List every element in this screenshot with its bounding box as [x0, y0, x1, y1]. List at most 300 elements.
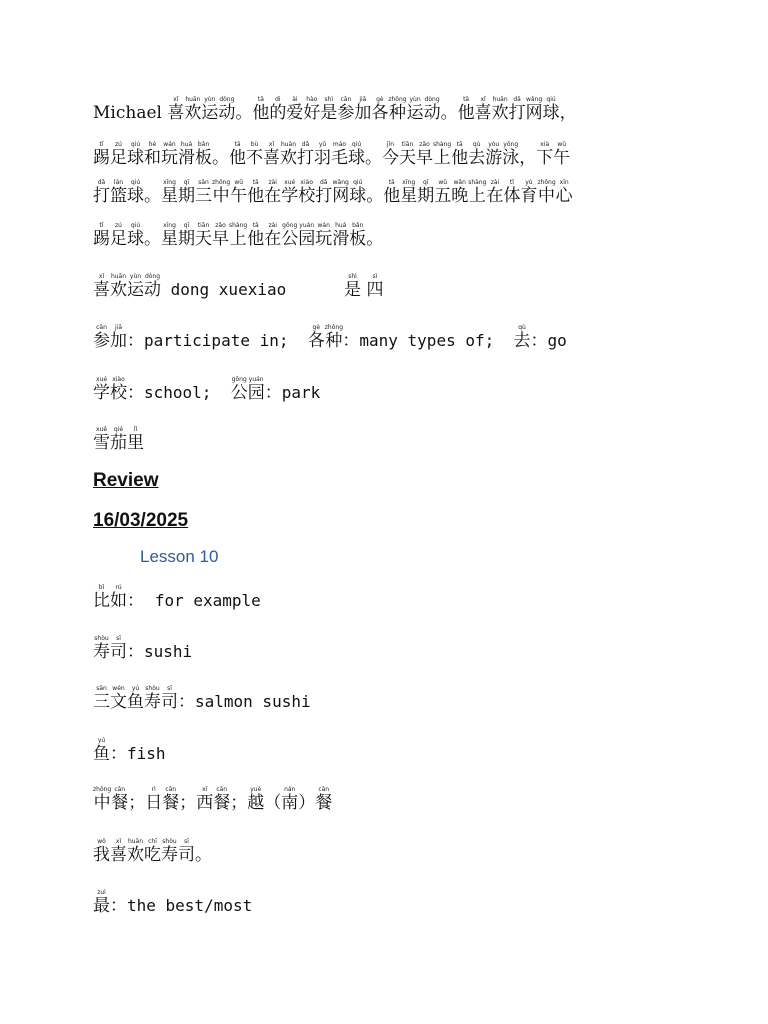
hanzi: 喜: [474, 103, 492, 123]
text-run: 。: [144, 229, 161, 249]
annotated-char: [161, 222, 178, 249]
annotated-char: [247, 786, 265, 813]
annotated-char: [111, 786, 129, 813]
hanzi: 司: [161, 692, 178, 712]
annotated-char: [93, 141, 110, 168]
annotated-char: [324, 324, 343, 351]
annotated-char: [555, 179, 573, 206]
review-heading: Review: [93, 470, 159, 491]
annotated-char: [434, 179, 452, 206]
annotated-char: [303, 96, 321, 123]
pinyin-label: bǎn: [349, 222, 367, 229]
hanzi: 喜: [110, 845, 127, 865]
pinyin-label: qiú: [349, 179, 367, 186]
hanzi: 里: [127, 433, 144, 453]
pinyin-label: xià: [536, 141, 554, 148]
text-run: ；: [230, 793, 248, 813]
pinyin-label: zuì: [93, 889, 110, 896]
hanzi: 足: [110, 148, 127, 168]
annotated-char: [332, 222, 350, 249]
pinyin-label: wǔ: [230, 179, 248, 186]
pinyin-label: tī: [93, 141, 110, 148]
pinyin-label: huá: [178, 141, 195, 148]
annotated-char: [320, 96, 338, 123]
hanzi: 球: [127, 148, 144, 168]
pinyin-label: jiā: [354, 96, 372, 103]
hanzi: 他: [247, 186, 265, 206]
pinyin-label: jīn: [382, 141, 399, 148]
pinyin-label: dǎ: [315, 179, 333, 186]
hanzi: 泳: [502, 148, 520, 168]
pinyin-label: tā: [229, 141, 246, 148]
pinyin-label: qiú: [127, 222, 144, 229]
text-run: 。: [144, 186, 161, 206]
text-run: ：: [264, 383, 282, 403]
pinyin-label: bǎn: [195, 141, 212, 148]
hanzi: 在: [264, 229, 282, 249]
hanzi: 是: [320, 103, 338, 123]
pinyin-label: gōng: [281, 222, 299, 229]
pinyin-label: hào: [303, 96, 321, 103]
annotated-char: [196, 786, 214, 813]
hanzi: 吃: [144, 845, 161, 865]
hanzi: 上: [468, 186, 487, 206]
hanzi: 球: [127, 186, 144, 206]
annotated-char: [383, 179, 401, 206]
pinyin-label: xǐ: [93, 273, 110, 280]
annotated-char: [468, 179, 487, 206]
paragraph-line-2: [93, 141, 570, 168]
annotated-char: [93, 584, 110, 611]
vocab-line-salmon-sushi: [93, 685, 311, 712]
pinyin-label: qiú: [542, 96, 560, 103]
english-gloss: park: [281, 383, 321, 402]
hanzi: 运: [127, 280, 144, 300]
pinyin-label: shòu: [144, 685, 161, 692]
annotated-char: [195, 222, 212, 249]
hanzi: 校: [110, 383, 127, 403]
hanzi: 爱: [286, 103, 304, 123]
annotated-char: [354, 96, 372, 123]
hanzi: 雪: [93, 433, 110, 453]
annotated-char: [337, 96, 355, 123]
annotated-char: [264, 179, 282, 206]
annotated-char: [110, 635, 127, 662]
hanzi: 寿: [93, 642, 110, 662]
hanzi: 毛: [331, 148, 348, 168]
text-run: ；: [128, 793, 146, 813]
hanzi: 动: [144, 280, 161, 300]
hanzi: 星: [161, 186, 178, 206]
text-run: ，: [559, 103, 577, 123]
hanzi: 园: [298, 229, 316, 249]
annotated-char: [161, 685, 178, 712]
english-gloss: fish: [127, 744, 166, 763]
annotated-char: [269, 96, 287, 123]
annotated-char: [298, 179, 316, 206]
annotated-char: [93, 737, 110, 764]
english-gloss: the best/most: [127, 896, 253, 915]
annotated-char: [110, 273, 127, 300]
pinyin-label: tiān: [399, 141, 416, 148]
hanzi: 公: [281, 229, 299, 249]
hanzi: 上: [433, 148, 452, 168]
pinyin-label: hé: [144, 141, 161, 148]
pinyin-label: wǎng: [525, 96, 543, 103]
annotated-char: [307, 324, 325, 351]
hanzi: 茄: [110, 433, 127, 453]
annotated-char: [144, 273, 161, 300]
annotated-char: [281, 786, 299, 813]
text-run: ：: [127, 331, 144, 351]
hanzi: 去: [513, 331, 531, 351]
pinyin-label: ài: [286, 96, 304, 103]
pinyin-label: bù: [246, 141, 263, 148]
paragraph-line-1: [93, 96, 577, 123]
pinyin-label: shì: [344, 273, 362, 280]
hanzi: 他: [247, 229, 265, 249]
hanzi: 寿: [144, 692, 161, 712]
hanzi: 滑: [332, 229, 350, 249]
pinyin-label: wǔ: [434, 179, 452, 186]
annotated-char: [93, 786, 112, 813]
hanzi: 他: [383, 186, 401, 206]
annotated-char: [416, 141, 433, 168]
pinyin-label: gè: [371, 96, 389, 103]
annotated-char: [127, 179, 144, 206]
hanzi: 最: [93, 896, 110, 916]
annotated-char: [145, 786, 163, 813]
hanzi: 西: [196, 793, 214, 813]
hanzi: 欢: [184, 103, 202, 123]
pinyin-label: yuán: [247, 376, 265, 383]
text-run: ：: [110, 744, 127, 764]
annotated-char: [553, 141, 571, 168]
pinyin-label: tā: [252, 96, 270, 103]
pinyin-label: qiú: [127, 141, 144, 148]
pinyin-label: di: [269, 96, 287, 103]
pinyin-label: shàng: [229, 222, 248, 229]
annotated-char: [451, 179, 469, 206]
annotated-char: [315, 179, 333, 206]
annotated-char: [474, 96, 492, 123]
hanzi: 喜: [167, 103, 185, 123]
hanzi: 球: [348, 148, 365, 168]
hanzi: 他: [451, 148, 469, 168]
english-gloss: school;: [144, 383, 231, 402]
hanzi: 动: [218, 103, 236, 123]
text-run: ：: [127, 642, 144, 662]
note-line-cigar: [93, 426, 144, 453]
annotated-char: [433, 141, 452, 168]
annotated-char: [536, 141, 554, 168]
hanzi: 如: [110, 591, 127, 611]
pinyin-label: yùn: [201, 96, 219, 103]
hanzi: 网: [332, 186, 350, 206]
hanzi: 午: [230, 186, 248, 206]
pinyin-label: tā: [451, 141, 469, 148]
annotated-char: [457, 96, 475, 123]
english-gloss: for example: [154, 591, 261, 610]
pinyin-label: xiào: [110, 376, 127, 383]
hanzi: 星: [400, 186, 418, 206]
pinyin-label: zǎo: [212, 222, 229, 229]
pinyin-label: xǐ: [474, 96, 492, 103]
annotated-char: [314, 141, 331, 168]
annotated-char: [315, 222, 333, 249]
annotated-char: [178, 179, 195, 206]
annotated-char: [542, 96, 560, 123]
hanzi: 喜: [263, 148, 280, 168]
review-date: 16/03/2025: [93, 510, 189, 531]
pinyin-label: yú: [93, 737, 110, 744]
paragraph-line-3: [93, 179, 573, 206]
english-gloss: go: [547, 331, 567, 350]
annotated-char: [332, 179, 350, 206]
annotated-char: [331, 141, 348, 168]
annotated-char: [195, 141, 212, 168]
pinyin-label: tā: [457, 96, 475, 103]
annotated-char: [127, 222, 144, 249]
pinyin-label: zhǒng: [388, 96, 407, 103]
hanzi: 司: [110, 642, 127, 662]
text-run: 。: [440, 103, 458, 123]
annotated-char: [127, 838, 144, 865]
pinyin-label: xīng: [400, 179, 418, 186]
pinyin-label: xiào: [298, 179, 316, 186]
vocab-line-fish: [93, 737, 166, 764]
pinyin-label: sī: [161, 685, 178, 692]
annotated-char: [218, 96, 236, 123]
annotated-char: [110, 324, 127, 351]
hanzi: 去: [468, 148, 486, 168]
annotated-char: [93, 685, 110, 712]
annotated-char: [127, 426, 144, 453]
pinyin-label: xué: [281, 179, 299, 186]
pinyin-label: huān: [127, 838, 144, 845]
hanzi: 园: [247, 383, 265, 403]
annotated-char: [230, 376, 248, 403]
annotated-char: [298, 222, 316, 249]
pinyin-label: wán: [315, 222, 333, 229]
annotated-char: [127, 273, 144, 300]
hanzi: 午: [553, 148, 571, 168]
hanzi: 羽: [314, 148, 331, 168]
hanzi: 育: [520, 186, 538, 206]
annotated-char: [286, 96, 304, 123]
annotated-char: [178, 222, 195, 249]
annotated-char: [246, 141, 263, 168]
annotated-char: [161, 179, 178, 206]
pinyin-label: cān: [213, 786, 231, 793]
hanzi: 文: [110, 692, 127, 712]
pinyin-label: qù: [513, 324, 531, 331]
hanzi: 晚: [451, 186, 469, 206]
annotated-char: [213, 786, 231, 813]
pinyin-label: yuán: [298, 222, 316, 229]
hanzi: 各: [307, 331, 325, 351]
pinyin-label: zú: [110, 141, 127, 148]
text-run: 。: [366, 229, 384, 249]
annotated-char: [110, 685, 127, 712]
pinyin-label: chī: [144, 838, 161, 845]
annotated-char: [417, 179, 435, 206]
annotated-char: [349, 179, 367, 206]
annotated-char: [252, 96, 270, 123]
pinyin-label: gōng: [230, 376, 248, 383]
hanzi: 运: [406, 103, 424, 123]
text-run: ：: [127, 591, 155, 611]
pinyin-label: shòu: [161, 838, 178, 845]
annotated-char: [178, 838, 195, 865]
annotated-char: [93, 376, 110, 403]
annotated-char: [110, 141, 127, 168]
annotated-char: [366, 273, 384, 300]
hanzi: 打: [93, 186, 110, 206]
hanzi: 滑: [178, 148, 195, 168]
lesson-title: Lesson 10: [140, 547, 219, 566]
annotated-char: [520, 179, 538, 206]
text-run: （: [264, 793, 282, 813]
hanzi: 下: [536, 148, 554, 168]
hanzi: 动: [423, 103, 441, 123]
annotated-char: [93, 426, 110, 453]
pinyin-label: yú: [127, 685, 144, 692]
hanzi: 天: [399, 148, 416, 168]
hanzi: 他: [229, 148, 246, 168]
hanzi: 参: [337, 103, 355, 123]
text-run: ）: [298, 793, 316, 813]
pinyin-label: qiú: [348, 141, 365, 148]
annotated-char: [508, 96, 526, 123]
pinyin-label: huá: [332, 222, 350, 229]
annotated-char: [297, 141, 314, 168]
english-gloss: participate in;: [144, 331, 308, 350]
pinyin-label: xué: [93, 376, 110, 383]
annotated-char: [212, 222, 229, 249]
text-run: 。: [366, 186, 384, 206]
text-run: 。: [195, 845, 212, 865]
annotated-char: [178, 141, 195, 168]
hanzi: 中: [537, 186, 556, 206]
annotated-char: [451, 141, 469, 168]
hanzi: 比: [93, 591, 110, 611]
pinyin-label: jiā: [110, 324, 127, 331]
hanzi: 学: [93, 383, 110, 403]
annotated-char: [281, 179, 299, 206]
annotated-char: [144, 838, 161, 865]
annotated-char: [486, 179, 504, 206]
note-line-sports: [93, 273, 383, 300]
annotated-char: [212, 179, 231, 206]
hanzi: 中: [93, 793, 112, 813]
hanzi: 球: [349, 186, 367, 206]
pinyin-label: wǔ: [553, 141, 571, 148]
annotated-char: [161, 838, 178, 865]
annotated-char: [281, 222, 299, 249]
annotated-char: [93, 179, 110, 206]
hanzi: 司: [178, 845, 195, 865]
annotated-char: [127, 685, 144, 712]
pinyin-label: huān: [280, 141, 297, 148]
pinyin-label: dòng: [423, 96, 441, 103]
pinyin-label: nán: [281, 786, 299, 793]
text-run: ：: [530, 331, 548, 351]
pinyin-label: xǐ: [110, 838, 127, 845]
hanzi: 公: [230, 383, 248, 403]
pinyin-label: dòng: [144, 273, 161, 280]
vocab-line-most: [93, 889, 252, 916]
text-run: ：: [342, 331, 360, 351]
pinyin-label: huān: [491, 96, 509, 103]
annotated-char: [167, 96, 185, 123]
annotated-char: [371, 96, 389, 123]
pinyin-label: sī: [110, 635, 127, 642]
hanzi: 球: [127, 229, 144, 249]
hanzi: 种: [388, 103, 407, 123]
hanzi: 欢: [127, 845, 144, 865]
hanzi: 参: [93, 331, 110, 351]
annotated-char: [502, 141, 520, 168]
annotated-char: [537, 179, 556, 206]
pinyin-label: qù: [468, 141, 486, 148]
annotated-char: [93, 889, 110, 916]
pinyin-label: lǐ: [127, 426, 144, 433]
annotated-char: [388, 96, 407, 123]
hanzi: 不: [246, 148, 263, 168]
hanzi: 鱼: [93, 744, 110, 764]
pinyin-label: wǒ: [93, 838, 110, 845]
hanzi: 网: [525, 103, 543, 123]
pinyin-label: qī: [178, 179, 195, 186]
hanzi: 校: [298, 186, 316, 206]
hanzi: 南: [281, 793, 299, 813]
annotated-char: [127, 141, 144, 168]
pinyin-label: shòu: [93, 635, 110, 642]
hanzi: 各: [371, 103, 389, 123]
annotated-char: [184, 96, 202, 123]
pinyin-label: shì: [320, 96, 338, 103]
hanzi: 玩: [161, 148, 178, 168]
pinyin-label: huān: [184, 96, 202, 103]
hanzi: 上: [229, 229, 248, 249]
annotated-char: [229, 222, 248, 249]
annotated-char: [110, 376, 127, 403]
hanzi: 踢: [93, 148, 110, 168]
pinyin-label: tā: [247, 179, 265, 186]
annotated-char: [247, 376, 265, 403]
hanzi: 打: [315, 186, 333, 206]
pinyin-label: yóu: [485, 141, 503, 148]
pinyin-label: yǔ: [314, 141, 331, 148]
pinyin-label: qié: [110, 426, 127, 433]
pinyin-label: yù: [520, 179, 538, 186]
text-run: ；: [179, 793, 197, 813]
pinyin-label: sān: [195, 179, 212, 186]
pinyin-label: wǎng: [332, 179, 350, 186]
hanzi: 期: [417, 186, 435, 206]
text-run: ：: [178, 692, 195, 712]
annotated-char: [491, 96, 509, 123]
pinyin-label: cān: [93, 324, 110, 331]
pinyin-label: xuě: [93, 426, 110, 433]
hanzi: 五: [434, 186, 452, 206]
annotated-char: [110, 179, 127, 206]
pinyin-label: zhōng: [93, 786, 112, 793]
pinyin-label: lán: [110, 179, 127, 186]
pinyin-label: yǒng: [502, 141, 520, 148]
pinyin-label: qī: [417, 179, 435, 186]
